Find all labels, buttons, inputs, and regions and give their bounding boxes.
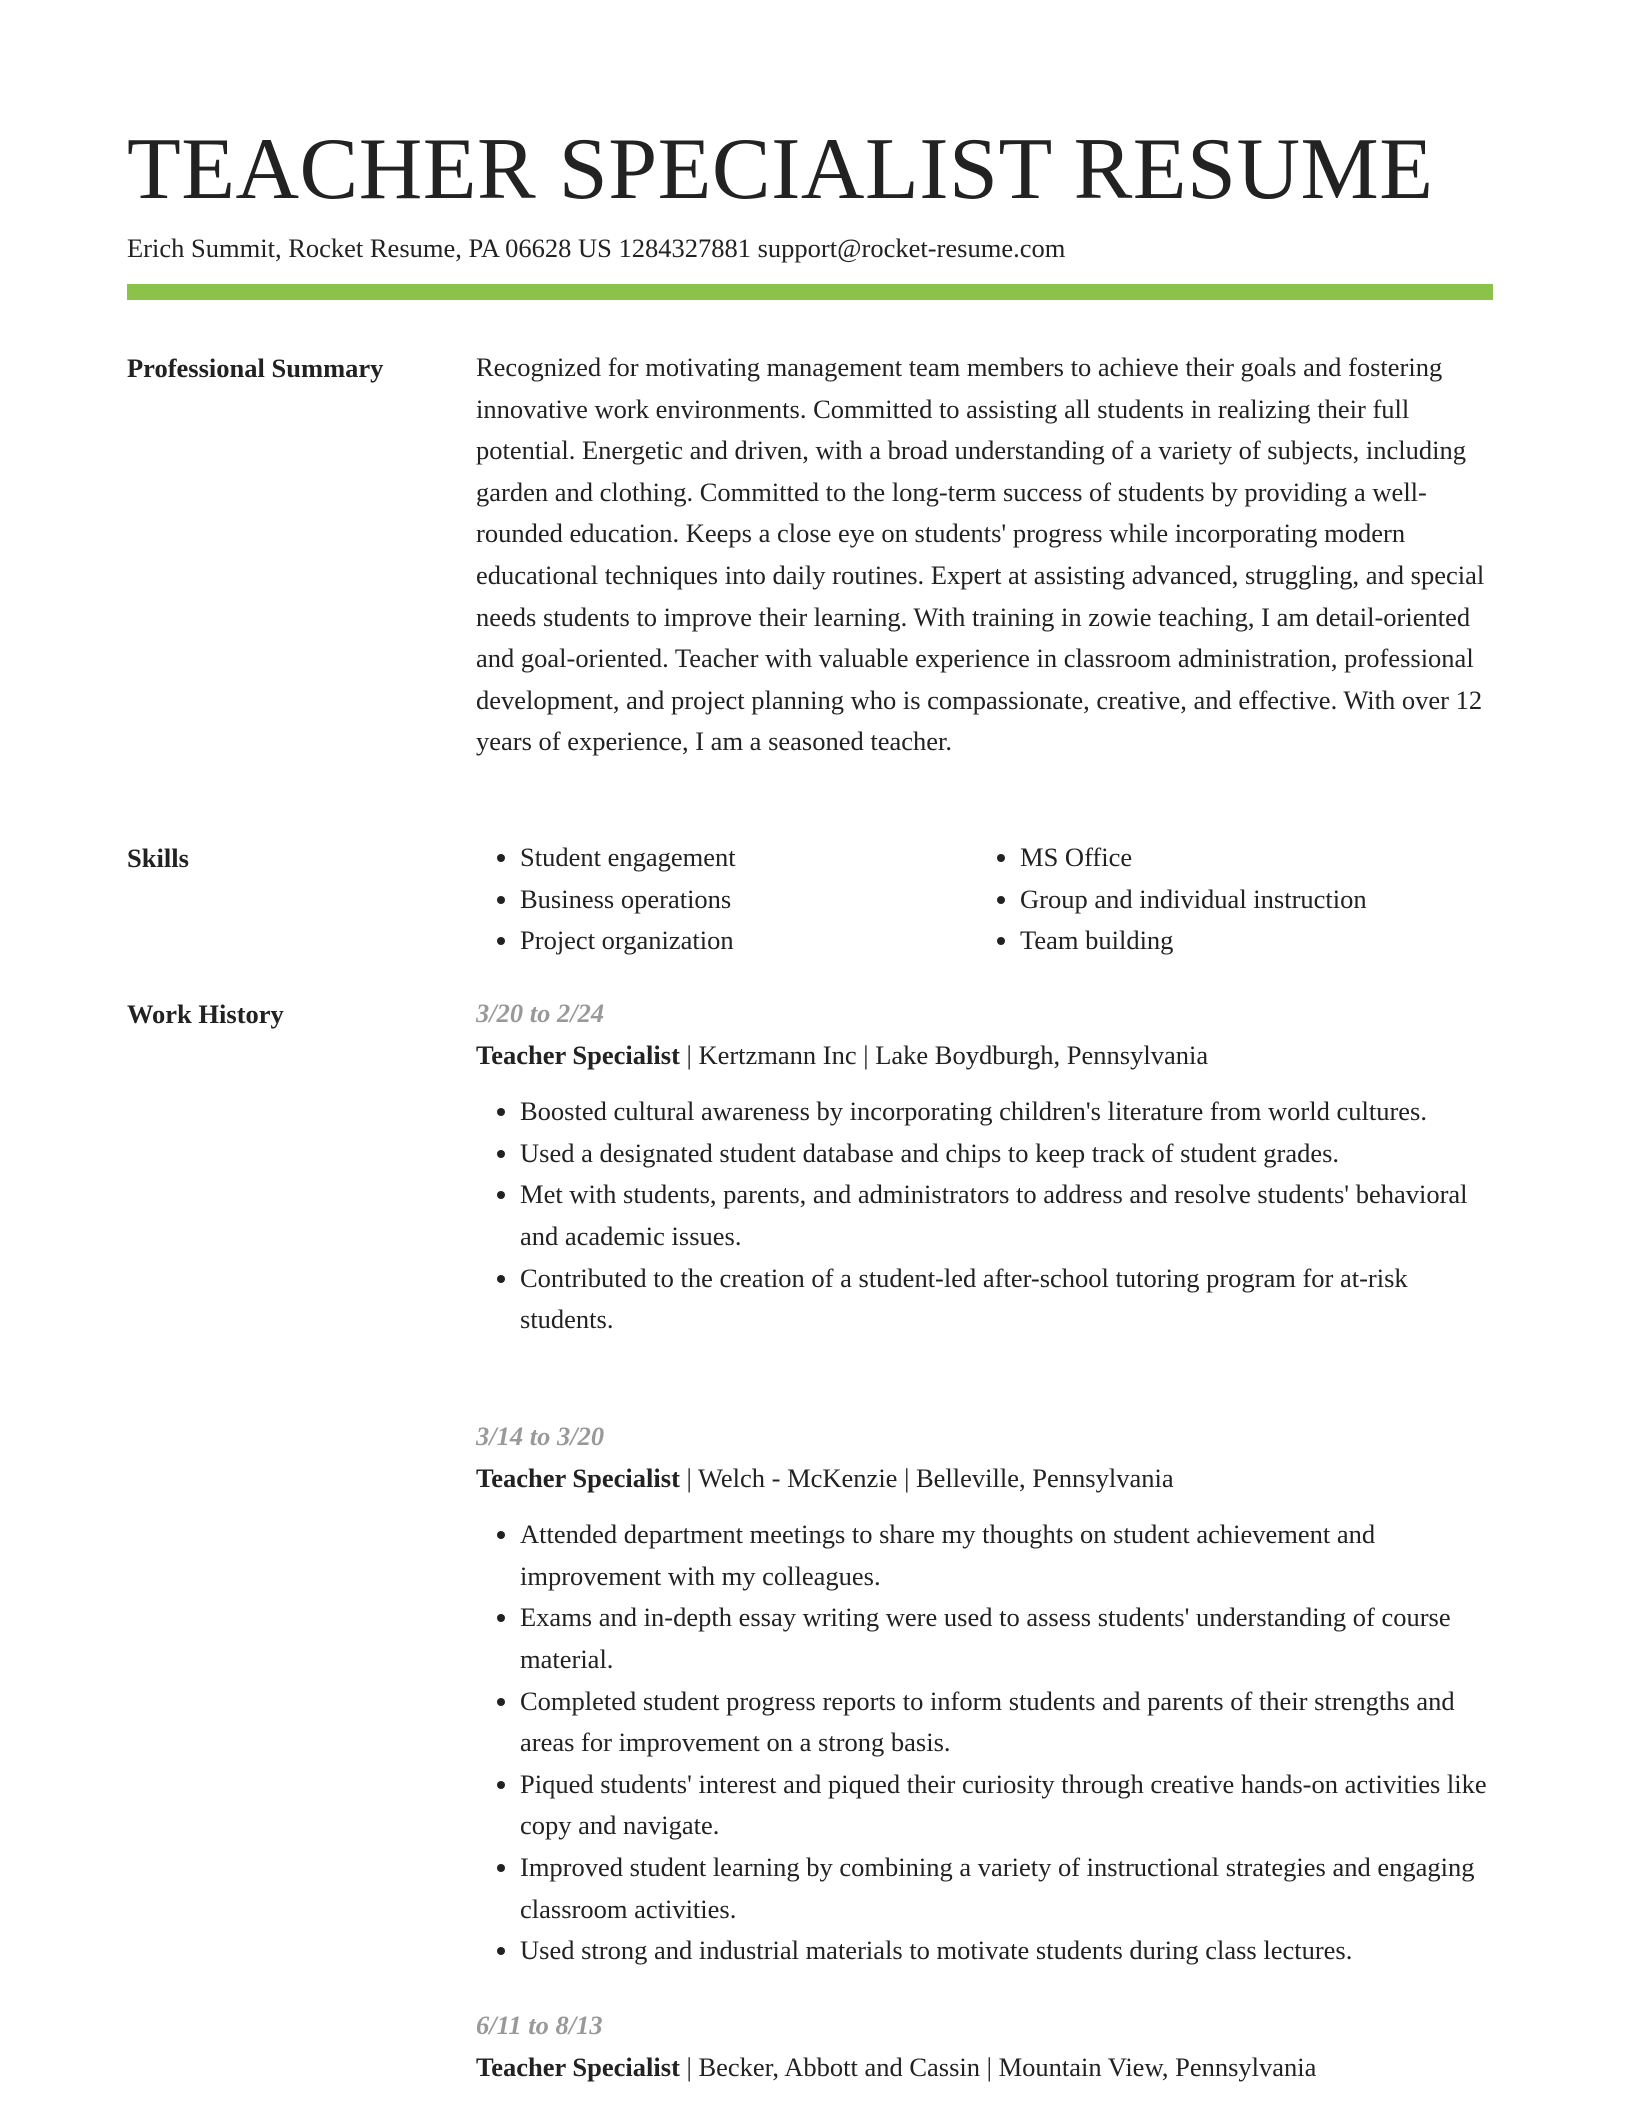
resume-title: TEACHER SPECIALIST RESUME <box>127 121 1434 218</box>
skill-item: • MS Office <box>1020 837 1476 879</box>
job-dates: 3/20 to 2/24 <box>476 998 605 1028</box>
job-bullet: • Used a designated student database and chips to keep track of student grades. <box>520 1133 1496 1175</box>
job-bullet: • Met with students, parents, and administrators to address and resolve students' behavioral and academic issues. <box>520 1174 1496 1257</box>
job-entry <box>476 2005 1496 2088</box>
skill-item: • Project organization <box>520 920 976 962</box>
job-bullet: • Piqued students' interest and piqued their curiosity through creative hands-on activities like copy and navigate. <box>520 1764 1496 1847</box>
job-bullet: • Improved student learning by combining a variety of instructional strategies and engaging classroom activities. <box>520 1847 1496 1930</box>
job-employer-location: | Welch - McKenzie | Belleville, Pennsylvania <box>679 1462 1174 1493</box>
job-heading <box>476 2047 1496 2089</box>
skill-item: • Group and individual instruction <box>1020 879 1476 921</box>
job-bullet: • Boosted cultural awareness by incorporating children's literature from world cultures. <box>520 1091 1496 1133</box>
skills-list-right <box>976 837 1476 962</box>
job-title: Teacher Specialist <box>476 1462 680 1493</box>
job-bullets <box>476 1091 1496 1341</box>
job-bullet: • Exams and in-depth essay writing were used to assess students' understanding of course material. <box>520 1597 1496 1680</box>
job-heading <box>476 1458 1496 1500</box>
summary-section <box>476 347 1496 763</box>
skills-heading: Skills <box>127 843 189 873</box>
summary-text: Recognized for motivating management team members to achieve their goals and fostering innovative work environments. Committed to assisting all students in realizing their full potential. Energetic and driven, with a broad understanding of a variety of subjects, including garden and clothing. Committed to the long-term success of students by providing a well-rounded education. Keeps a close eye on students' progress while incorporating modern educational techniques into daily routines. Expert at assisting advanced, struggling, and special needs students to improve their learning. With training in zowie teaching, I am detail-oriented and goal-oriented. Teacher with valuable experience in classroom administration, professional development, and project planning who is compassionate, creative, and effective. With over 12 years of experience, I am a seasoned teacher. <box>476 352 1485 757</box>
job-entry <box>476 1416 1496 1972</box>
job-title: Teacher Specialist <box>476 1039 680 1070</box>
job-entry <box>476 993 1496 1341</box>
job-title: Teacher Specialist <box>476 2051 680 2082</box>
skill-item: • Student engagement <box>520 837 976 879</box>
job-dates: 3/14 to 3/20 <box>476 1421 605 1451</box>
job-employer-location: | Becker, Abbott and Cassin | Mountain View, Pennsylvania <box>679 2051 1317 2082</box>
summary-heading: Professional Summary <box>127 353 384 383</box>
skill-item: • Team building <box>1020 920 1476 962</box>
job-heading <box>476 1035 1496 1077</box>
skills-section <box>476 837 1496 962</box>
skill-item: • Business operations <box>520 879 976 921</box>
job-bullet: • Completed student progress reports to inform students and parents of their strengths and areas for improvement on a strong basis. <box>520 1681 1496 1764</box>
job-bullet: • Attended department meetings to share my thoughts on student achievement and improvement with my colleagues. <box>520 1514 1496 1597</box>
work-history-heading: Work History <box>127 999 284 1029</box>
job-bullet: • Used strong and industrial materials to motivate students during class lectures. <box>520 1930 1496 1972</box>
job-bullet: • Contributed to the creation of a student-led after-school tutoring program for at-risk students. <box>520 1258 1496 1341</box>
contact-line: Erich Summit, Rocket Resume, PA 06628 US 1284327881 support@rocket-resume.com <box>127 233 1066 263</box>
skills-list-left <box>476 837 976 962</box>
header-divider <box>127 284 1493 300</box>
job-employer-location: | Kertzmann Inc | Lake Boydburgh, Pennsylvania <box>679 1039 1209 1070</box>
job-bullets <box>476 1514 1496 1972</box>
job-dates: 6/11 to 8/13 <box>476 2010 603 2040</box>
